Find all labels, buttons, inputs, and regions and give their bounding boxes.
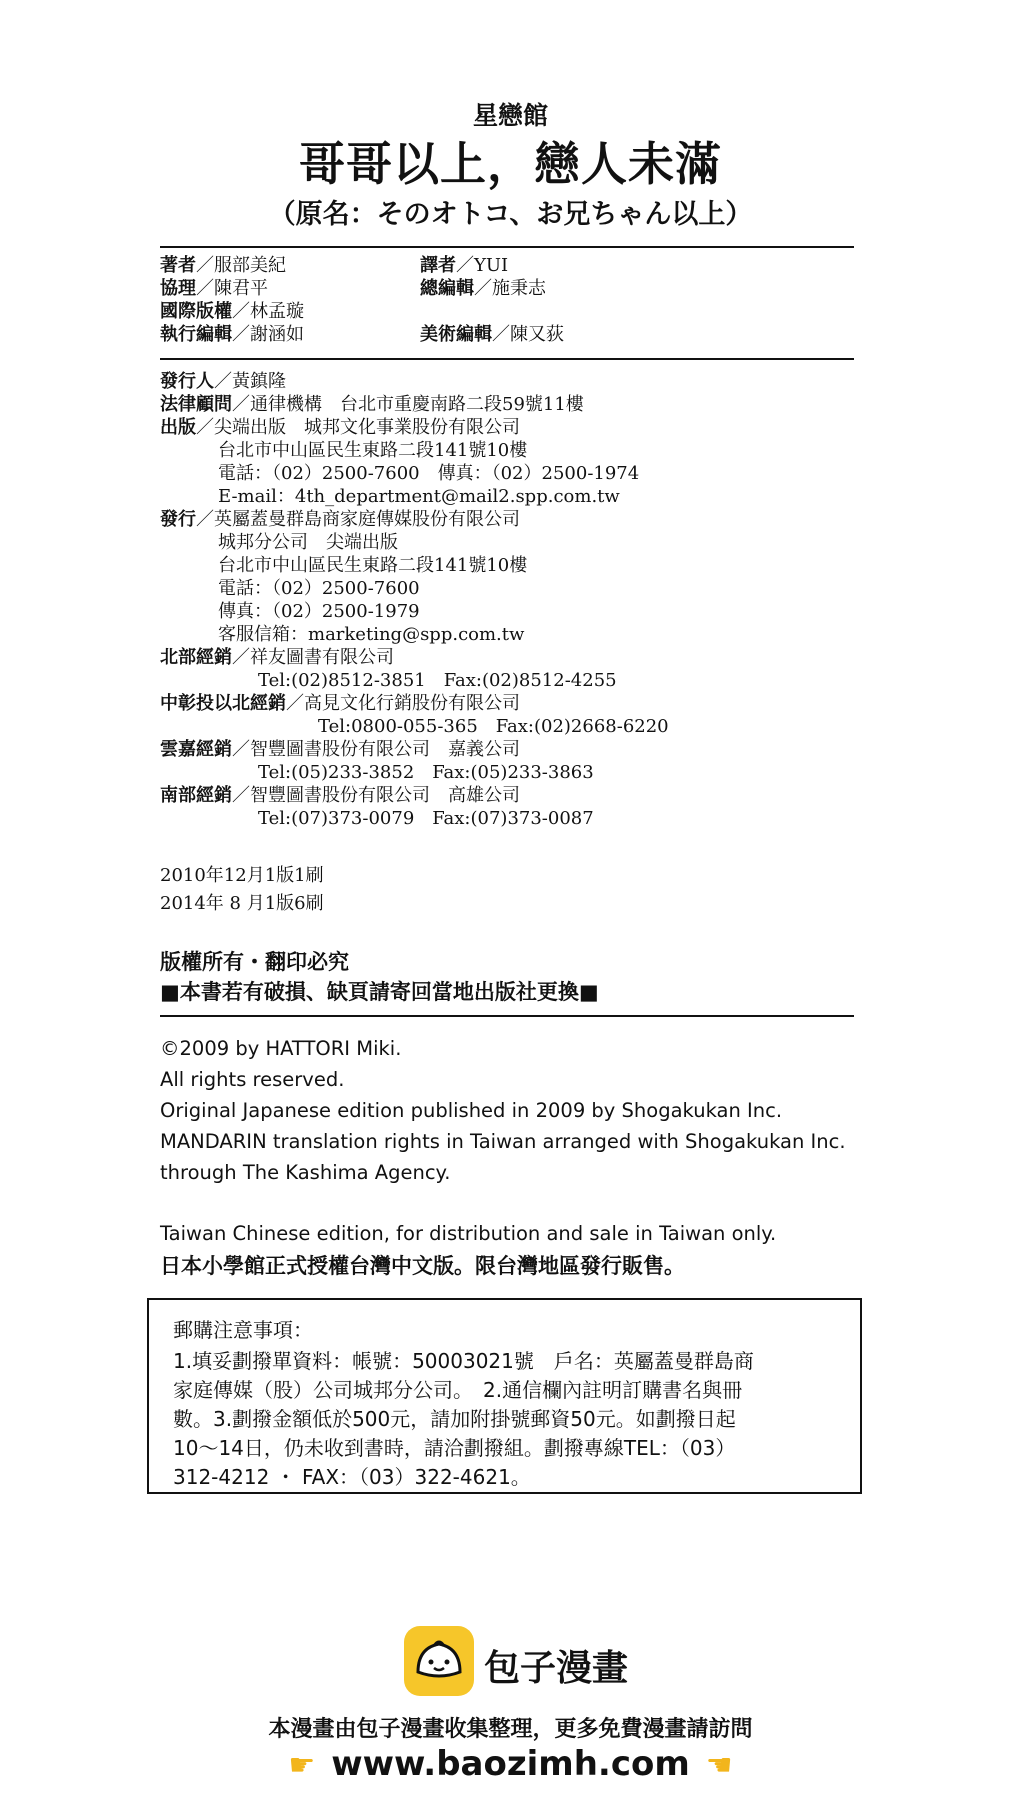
- distributor-phone: 電話：（02）2500-7600: [218, 578, 420, 599]
- credit-exec-editor: 執行編輯／謝涵如: [160, 324, 304, 345]
- publisher-address: 台北市中山區民生東路二段141號10樓: [218, 440, 528, 461]
- authorization-line: 日本小學館正式授權台灣中文版。限台灣地區發行販售。: [160, 1254, 685, 1278]
- notice-line-1: 1.填妥劃撥單資料：帳號：50003021號 戶名：英屬蓋曼群島商: [173, 1349, 754, 1373]
- translation-rights-line: MANDARIN translation rights in Taiwan arranged with Shogakukan Inc.: [160, 1130, 846, 1153]
- site-url[interactable]: www.baozimh.com: [331, 1744, 690, 1784]
- south-dealer: 南部經銷／智豐圖書股份有限公司 高雄公司: [160, 785, 520, 806]
- notice-title: 郵購注意事項：: [173, 1318, 313, 1342]
- promo-url-row: [0, 1744, 1021, 1784]
- baozi-logo-icon: [404, 1626, 474, 1696]
- notice-line-2: 家庭傳媒（股）公司城邦分公司。 2.通信欄內註明訂購書名與冊: [173, 1378, 743, 1402]
- credit-author: 著者／服部美紀: [160, 255, 286, 276]
- publisher: 出版／尖端出版 城邦文化事業股份有限公司: [160, 417, 520, 438]
- pointing-left-hand-icon: ☚: [705, 1748, 733, 1783]
- edition-latest: 2014年 8 月1版6刷: [160, 893, 324, 914]
- publisher-email: E-mail：4th_department@mail2.spp.com.tw: [218, 486, 620, 507]
- distributor-branch: 城邦分公司 尖端出版: [218, 532, 398, 553]
- publisher-phone: 電話：（02）2500-7600 傳真：（02）2500-1974: [218, 463, 640, 484]
- credit-translator: 譯者／YUI: [420, 255, 509, 276]
- north-dealer: 北部經銷／祥友圖書有限公司: [160, 647, 394, 668]
- series-name: 星戀館: [472, 101, 548, 130]
- divider-top: [160, 246, 854, 248]
- all-rights-line: All rights reserved.: [160, 1068, 345, 1091]
- yunjia-dealer-tel: Tel:(05)233-3852 Fax:(05)233-3863: [258, 762, 594, 783]
- credit-manager: 協理／陳君平: [160, 278, 268, 299]
- brand-name: 包子漫畫: [484, 1648, 629, 1689]
- credit-rights: 國際版權／林孟璇: [160, 301, 304, 322]
- book-title: 哥哥以上，戀人未滿: [299, 137, 722, 191]
- rights-reserved: 版權所有・翻印必究: [160, 950, 349, 974]
- issuer: 發行人／黃鎮隆: [160, 371, 286, 392]
- legal-advisor: 法律顧問／通律機構 台北市重慶南路二段59號11樓: [160, 394, 584, 415]
- copyright-line: ©2009 by HATTORI Miki.: [160, 1037, 402, 1060]
- distributor-email: 客服信箱：marketing@spp.com.tw: [218, 624, 525, 645]
- south-dealer-tel: Tel:(07)373-0079 Fax:(07)373-0087: [258, 808, 594, 829]
- divider-bottom: [160, 1015, 854, 1017]
- notice-line-3: 數。3.劃撥金額低於500元，請加附掛號郵資50元。如劃撥日起: [173, 1407, 736, 1431]
- distributor-address: 台北市中山區民生東路二段141號10樓: [218, 555, 528, 576]
- pointing-right-hand-icon: ☛: [288, 1748, 316, 1783]
- distribution-line: Taiwan Chinese edition, for distribution and sale in Taiwan only.: [160, 1222, 777, 1245]
- yunjia-dealer: 雲嘉經銷／智豐圖書股份有限公司 嘉義公司: [160, 739, 520, 760]
- agency-line: through The Kashima Agency.: [160, 1161, 451, 1184]
- central-dealer-tel: Tel:0800-055-365 Fax:(02)2668-6220: [318, 716, 669, 737]
- credit-chief-editor: 總編輯／施秉志: [420, 278, 546, 299]
- original-edition-line: Original Japanese edition published in 2009 by Shogakukan Inc.: [160, 1099, 783, 1122]
- promo-text: 本漫畫由包子漫畫收集整理，更多免費漫畫請訪問: [268, 1717, 753, 1742]
- central-dealer: 中彰投以北經銷／高見文化行銷股份有限公司: [160, 693, 520, 714]
- original-title: （原名：そのオトコ、お兄ちゃん以上）: [268, 199, 753, 230]
- divider-mid: [160, 358, 854, 360]
- north-dealer-tel: Tel:(02)8512-3851 Fax:(02)8512-4255: [258, 670, 617, 691]
- mail-order-notice: [147, 1298, 862, 1494]
- damage-notice: ■本書若有破損、缺頁請寄回當地出版社更換■: [160, 980, 599, 1004]
- distributor-fax: 傳真：（02）2500-1979: [218, 601, 420, 622]
- distributor: 發行／英屬蓋曼群島商家庭傳媒股份有限公司: [160, 509, 520, 530]
- notice-line-4: 10～14日，仍未收到書時，請洽劃撥組。劃撥專線TEL：（03）: [173, 1436, 736, 1460]
- notice-line-5: 312-4212 ・ FAX：（03）322-4621。: [173, 1465, 531, 1489]
- credit-art-editor: 美術編輯／陳又荻: [420, 324, 564, 345]
- edition-first: 2010年12月1版1刷: [160, 865, 324, 886]
